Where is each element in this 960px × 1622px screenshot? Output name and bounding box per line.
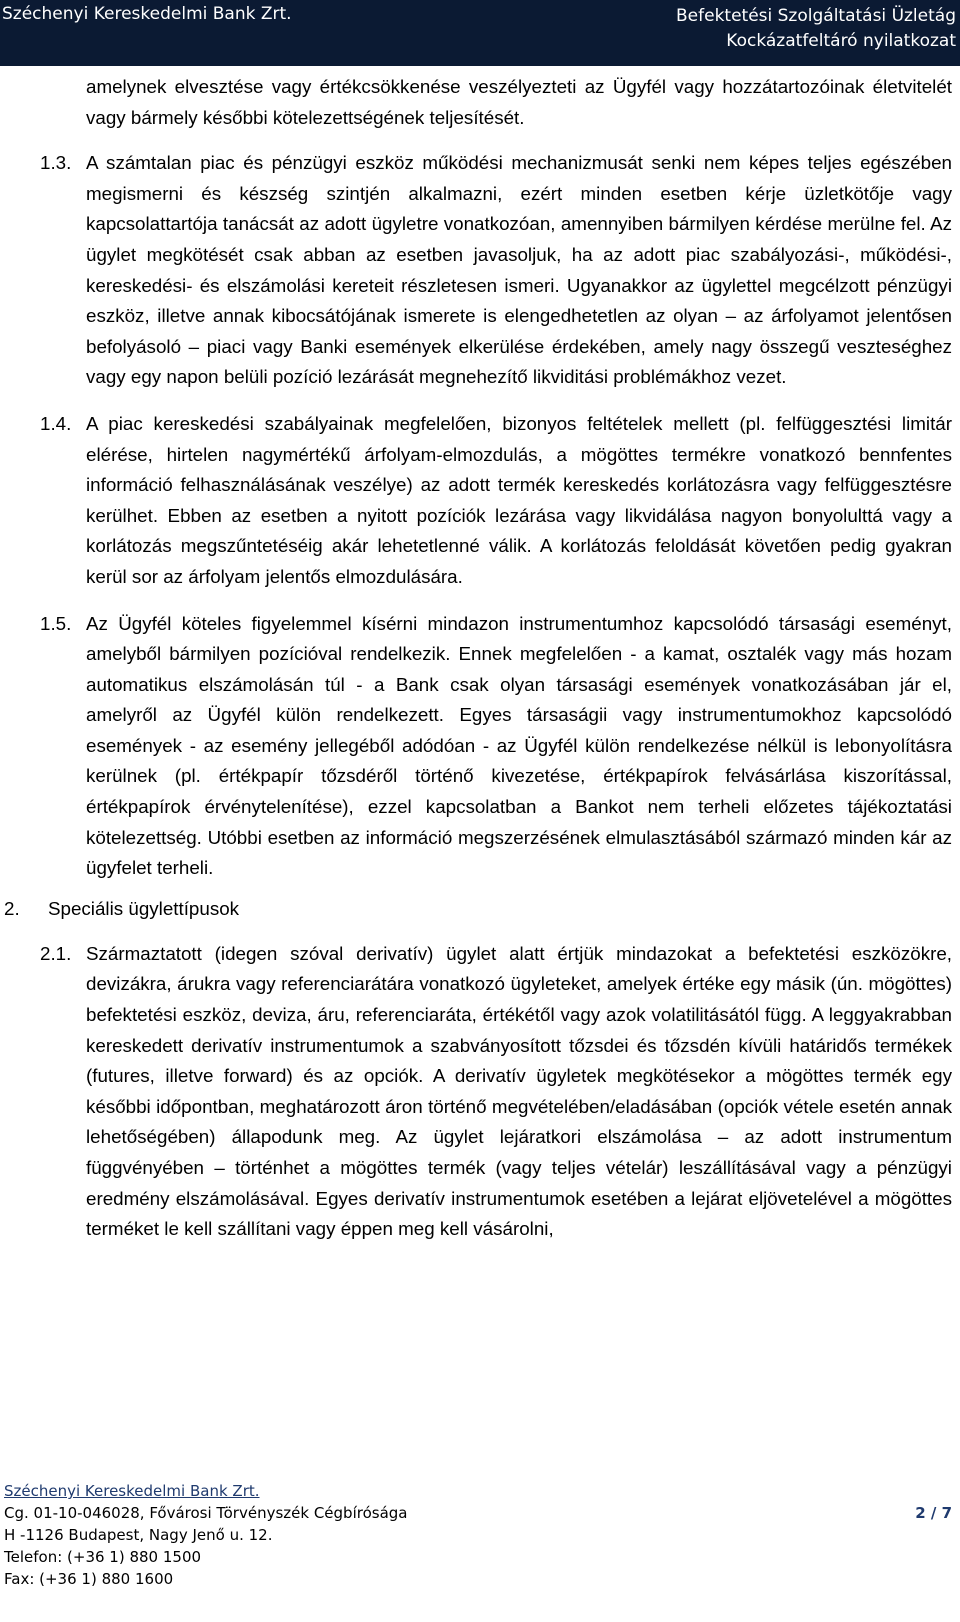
item-1-5 bbox=[0, 609, 960, 884]
item-text: Származtatott (idegen szóval derivatív) ügylet alatt értjük mindazokat a befektetési eszközökre, devizákra, árukra vagy referenciarátára vonatkozó ügyleteket, amelyek értéke egy másik (ún. mögöttes) befektetési eszköz, deviza, áru, referenciaráta, értékétől vagy azok volatilitásától függ. A leggyakrabban kereskedett derivatív instrumentumok a szabványosított tőzsdei és tőzsdén kívüli határidős termékek (futures, illetve forward) és az opciók. A derivatív ügyletek megkötésekor a mögöttes termék egy későbbi időpontban, meghatározott áron történő megvételében/eladásában (opciók vétele esetén annak lehetőségében) állapodunk meg. Az ügylet lejáratkori elszámolása – az adott instrumentum függvényében – történhet a mögöttes termék (vagy teljes vételár) leszállításával vagy a pénzügyi eredmény elszámolásával. Egyes derivatív instrumentumok esetében a lejárat eljövetelével a mögöttes terméket le kell szállítani vagy éppen meg kell vásárolni, bbox=[86, 942, 952, 1240]
section-2-heading bbox=[0, 894, 960, 925]
footer-bank-name: Széchenyi Kereskedelmi Bank Zrt. bbox=[4, 1482, 260, 1500]
item-text: Az Ügyfél köteles figyelemmel kísérni mindazon instrumentumhoz kapcsolódó társasági eseményt, amelyből bármilyen pozícióval rendelkezik. Ennek megfelelően - a kamat, osztalék vagy más hozam automatikus elszámolásán túl - a Bank csak olyan társasági események vonatkozásában jár el, amelyről az Ügyfél külön rendelkezett. Egyes társaságii vagy instrumentumokhoz kapcsolódó események - az esemény jellegéből adódóan - az Ügyfél külön rendelkezése nélkül is lebonyolításra kerülnek (pl. értékpapír tőzsdéről történő kivezetése, értékpapírok felvásárlása kiszorítással, értékpapírok érvénytelenítése), ezzel kapcsolatban a Bankot nem terheli előzetes tájékoztatási kötelezettség. Utóbbi esetben az információ megszerzésének elmulasztásából származó minden kár az ügyfelet terheli. bbox=[86, 612, 952, 879]
header-bank-name: Széchenyi Kereskedelmi Bank Zrt. bbox=[2, 4, 292, 24]
item-number: 2.1. bbox=[40, 942, 72, 964]
header-doc-title: Kockázatfeltáró nyilatkozat bbox=[726, 31, 956, 51]
header-division: Befektetési Szolgáltatási Üzletág bbox=[676, 6, 956, 26]
section-number: 2. bbox=[4, 897, 20, 919]
document-body bbox=[0, 72, 960, 1245]
footer-phone: Telefon: (+36 1) 880 1500 bbox=[4, 1548, 202, 1566]
item-text: A számtalan piac és pénzügyi eszköz működési mechanizmusát senki nem képes teljes egészében megismerni és készség szintjén alkalmazni, ezért minden esetben kérje üzletkötője vagy kapcsolattartója tanácsát az adott ügyletre vonatkozóan, amennyiben bármilyen kérdése merülne fel. Az ügylet megkötését csak abban az esetben javasoljuk, ha az adott piac szabályozási-, működési-, kereskedési- és elszámolási kereteit részletesen ismeri. Ugyanakkor az ügylettel megcélzott pénzügyi eszköz, illetve annak kibocsátójának ismerete is elengedhetetlen az olyan – az árfolyamot jelentősen befolyásoló – piaci vagy Banki események elkerülése érdekében, amely nagy összegű veszteséghez vagy egy napon belüli pozíció lezárását megnehezítő likviditási problémákhoz vezet. bbox=[86, 152, 952, 388]
item-number: 1.5. bbox=[40, 612, 72, 634]
footer-registry: Cg. 01-10-046028, Fővárosi Törvényszék Cégbírósága bbox=[4, 1504, 408, 1522]
page-number: 2 / 7 bbox=[915, 1504, 952, 1522]
item-text: A piac kereskedési szabályainak megfelelően, bizonyos feltételek mellett (pl. felfüggesztési limitár elérése, hirtelen nagymértékű árfolyam-elmozdulás, a mögöttes termékre vonatkozó bennfentes információ felhasználásának veszélye) az adott termék kereskedés korlátozásra vagy felfüggesztésre kerülhet. Ebben az esetben a nyitott pozíciók lezárása vagy likvidálása nagyon bonyolulttá vagy a korlátozás megszűntetéséig akár lehetetlenné válik. A korlátozás feloldását követően pedig gyakran kerül sor az árfolyam jelentős elmozdulására. bbox=[86, 412, 952, 587]
item-1-4 bbox=[0, 409, 960, 593]
item-number: 1.3. bbox=[40, 152, 72, 174]
item-2-1 bbox=[0, 939, 960, 1245]
section-title: Speciális ügylettípusok bbox=[48, 897, 240, 919]
footer-address: H -1126 Budapest, Nagy Jenő u. 12. bbox=[4, 1526, 273, 1544]
item-1-3 bbox=[0, 148, 960, 393]
intro-paragraph: amelynek elvesztése vagy értékcsökkenése veszélyezteti az Ügyfél vagy hozzátartozóinak életvitelét vagy bármely későbbi kötelezettségének teljesítését. bbox=[86, 76, 952, 128]
header-document-info bbox=[676, 4, 956, 54]
item-number: 1.4. bbox=[40, 412, 72, 434]
page-footer bbox=[4, 1480, 956, 1590]
page-header bbox=[0, 0, 960, 66]
footer-fax: Fax: (+36 1) 880 1600 bbox=[4, 1570, 174, 1588]
